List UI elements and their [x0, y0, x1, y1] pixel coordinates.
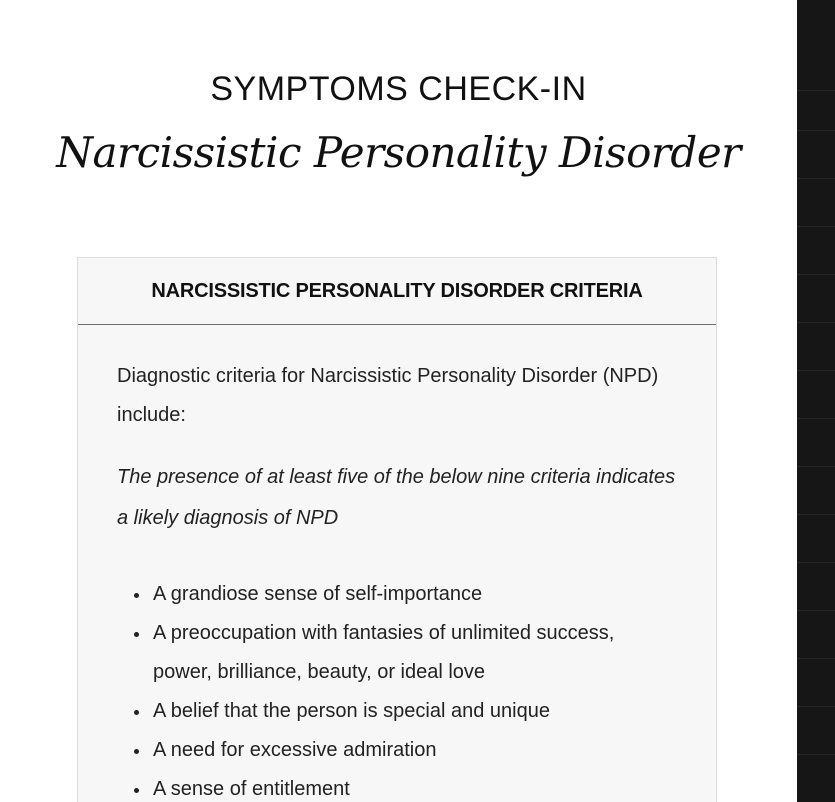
criteria-intro: Diagnostic criteria for Narcissistic Personality Disorder (NPD) include: [117, 365, 659, 426]
side-panel-divider [797, 754, 835, 755]
criteria-item: A grandiose sense of self-importance [117, 575, 676, 614]
side-panel-divider [797, 562, 835, 563]
side-panel-divider [797, 514, 835, 515]
side-panel-divider [797, 274, 835, 275]
side-panel-divider [797, 610, 835, 611]
criteria-item: A preoccupation with fantasies of unlimited success, power, brilliance, beauty, or ideal love [117, 614, 676, 692]
page-title: SYMPTOMS CHECK-IN [210, 70, 587, 108]
side-panel-divider [797, 418, 835, 419]
criteria-item: A need for excessive admiration [117, 731, 676, 770]
side-panel-divider [797, 322, 835, 323]
side-panel-divider [797, 658, 835, 659]
criteria-note: The presence of at least five of the below nine criteria indicates a likely diagnosis of NPD [117, 466, 676, 529]
side-panel-divider [797, 178, 835, 179]
side-panel-divider [797, 370, 835, 371]
page-subtitle: Narcissistic Personality Disorder [56, 128, 741, 177]
criteria-item: A sense of entitlement [117, 770, 676, 802]
criteria-card [77, 257, 717, 802]
criteria-card-heading: NARCISSISTIC PERSONALITY DISORDER CRITERIA [78, 258, 716, 325]
side-panel-divider [797, 226, 835, 227]
criteria-card-body [78, 325, 716, 802]
side-panel-divider [797, 90, 835, 91]
criteria-list [117, 575, 676, 802]
side-panel-divider [797, 706, 835, 707]
side-panel[interactable] [797, 0, 835, 802]
criteria-item: A belief that the person is special and unique [117, 692, 676, 731]
side-panel-divider [797, 130, 835, 131]
side-panel-divider [797, 466, 835, 467]
